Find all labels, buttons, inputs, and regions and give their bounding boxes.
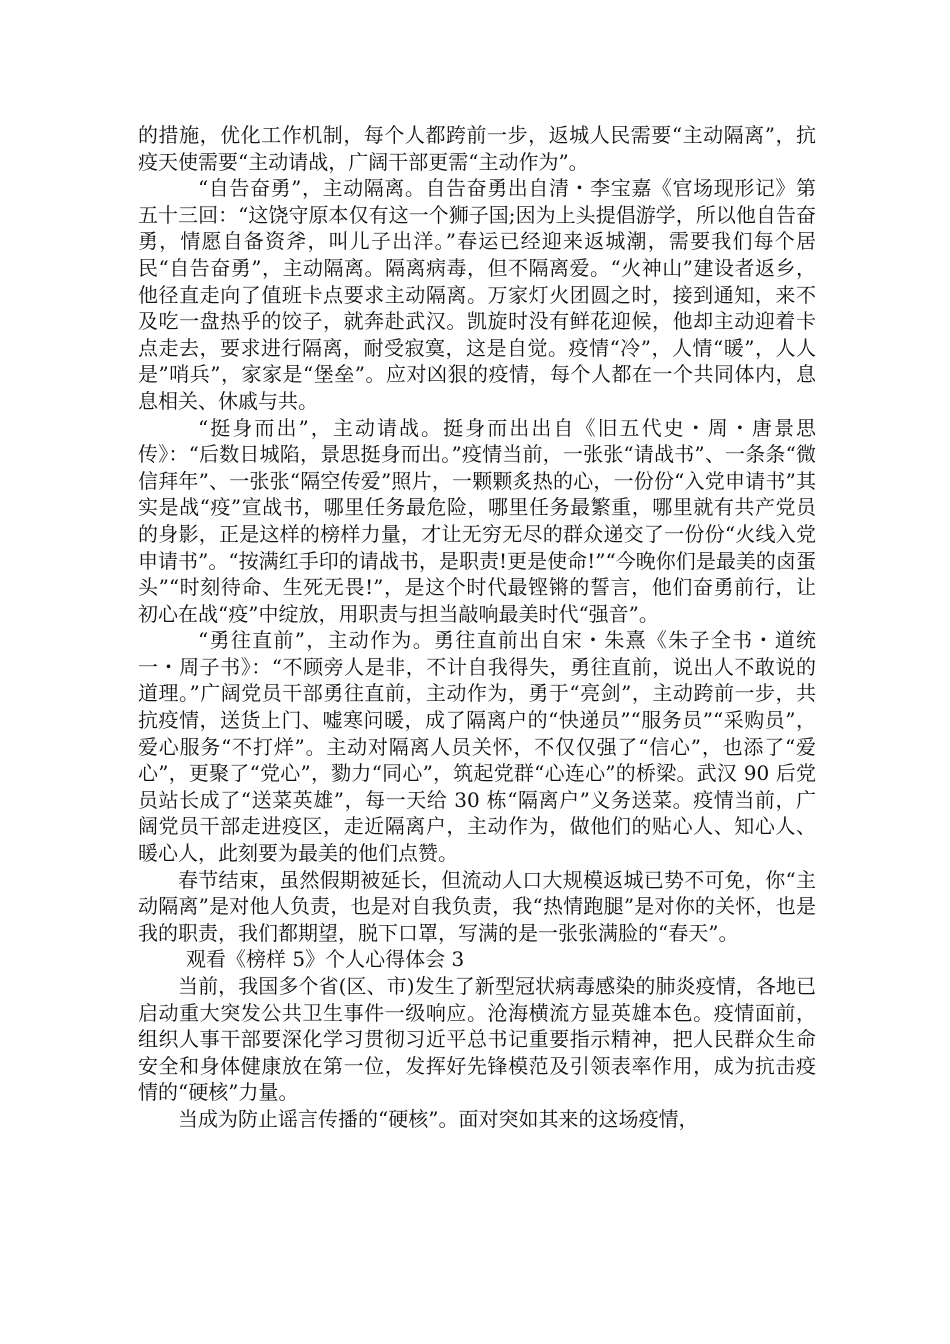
paragraph-voluntary-isolation: “自告奋勇”，主动隔离。自告奋勇出自清・李宝嘉《官场现形记》第五十三回：“这饶守原本仅有这一个狮子国;因为上头提倡游学，所以他自告奋勇，情愿自备资斧，叫儿子出洋。”春运已经迎来返城潮，需要我们每个居民“自告奋勇”，主动隔离。隔离病毒，但不隔离爱。“火神山”建设者返乡，他径直走向了值班卡点要求主动隔离。万家灯火团圆之时，接到通知，来不及吃一盘热乎的饺子，就奔赴武汉。凯旋时没有鲜花迎候，他却主动迎着卡点走去，要求进行隔离，耐受寂寞，这是自觉。疫情“冷”，人情“暖”，人人是”哨兵”，家家是“堡垒”。应对凶狠的疫情，每个人都在一个共同体内，息息相关、休戚与共。 bbox=[138, 176, 816, 413]
paragraph-rumor-prevention: 当成为防止谣言传播的“硬核”。面对突如其来的这场疫情， bbox=[178, 1106, 699, 1131]
paragraph-current-situation: 当前，我国多个省(区、市)发生了新型冠状病毒感染的肺炎疫情，各地已启动重大突发公共卫生事件一级响应。沧海横流方显英雄本色。疫情面前，组织人事干部要深化学习贯彻习近平总书记重要指示精神，把人民群众生命安全和身体健康放在第一位，发挥好先锋模范及引领表率作用，成为抗击疫情的“硬核”力量。 bbox=[138, 974, 816, 1105]
paragraph-take-initiative: “勇往直前”，主动作为。勇往直前出自宋・朱熹《朱子全书・道统一・周子书》：“不顾旁人是非，不计自我得失，勇往直前，说出人不敢说的道理。”广阔党员干部勇往直前，主动作为，勇于“亮剑”，主动跨前一步，共抗疫情，送货上门、嘘寒问暖，成了隔离户的“快递员”“服务员”“采购员”，爱心服务“不打烊”。主动对隔离人员关怀，不仅仅强了“信心”，也添了“爱心”，更聚了“党心”，勠力“同心”，筑起党群“心连心”的桥梁。武汉 90 后党员站长成了“送菜英雄”，每一天给 30 栋“隔离户”义务送菜。疫情当前，广阔党员干部走进疫区，走近隔离户，主动作为，做他们的贴心人、知心人、暖心人，此刻要为最美的他们点赞。 bbox=[138, 628, 816, 866]
section-heading: 观看《榜样 5》个人心得体会 3 bbox=[186, 947, 465, 972]
paragraph-volunteer-for-battle: “挺身而出”，主动请战。挺身而出出自《旧五代史・周・唐景思传》：“后数日城陷，景思挺身而出。”疫情当前，一张张“请战书”、一条条“微信拜年”、一张张“隔空传爱”照片，一颗颗炙热的心，一份份“入党申请书”其实是战“疫”宣战书，哪里任务最危险，哪里任务最繁重，哪里就有共产党员的身影，正是这样的榜样力量，才让无穷无尽的群众递交了一份份“火线入党申请书”。“按满红手印的请战书，是职责!更是使命!”“今晚你们是最美的卤蛋头”“时刻待命、生死无畏!”，是这个时代最铿锵的誓言，他们奋勇前行，让初心在战“疫”中绽放，用职责与担当敲响最美时代“强音”。 bbox=[138, 415, 816, 626]
paragraph-spring-festival: 春节结束，虽然假期被延长，但流动人口大规模返城已势不可免，你“主动隔离”是对他人负责，也是对自我负责，我“热情跑腿”是对你的关怀，也是我的职责，我们都期望，脱下口罩，写满的是一张张满脸的“春天”。 bbox=[138, 867, 816, 945]
paragraph-continuation: 的措施，优化工作机制，每个人都跨前一步，返城人民需要“主动隔离”，抗疫天使需要“主动请战，广阔干部更需“主动作为”。 bbox=[138, 123, 816, 174]
document-body bbox=[138, 122, 816, 1133]
